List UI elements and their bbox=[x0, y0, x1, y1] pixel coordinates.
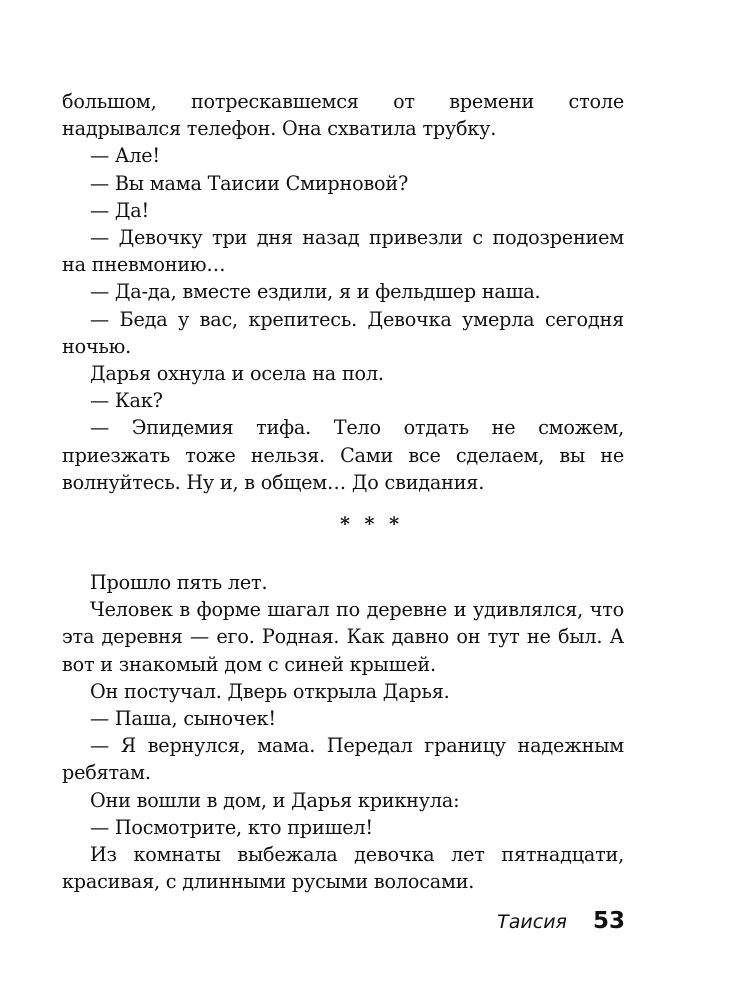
paragraph: — Посмотрите, кто пришел! bbox=[90, 815, 373, 839]
paragraph: Он постучал. Дверь открыла Дарья. bbox=[90, 679, 450, 703]
paragraph: — Как? bbox=[90, 389, 163, 413]
text-section-1 bbox=[62, 88, 624, 496]
paragraph: — Беда у вас, крепитесь. Девочка умерла сегодня ночью. bbox=[62, 307, 624, 358]
paragraph: — Але! bbox=[90, 144, 160, 168]
page-footer bbox=[497, 908, 625, 934]
page-number: 53 bbox=[592, 908, 625, 934]
paragraph: — Да! bbox=[90, 198, 150, 222]
paragraph: — Вы мама Таисии Смирновой? bbox=[90, 171, 409, 195]
section-separator: * * * bbox=[339, 513, 404, 535]
paragraph: большом, потрескавшемся от времени столе надрывался телефон. Она схватила трубку. bbox=[62, 90, 624, 141]
paragraph: — Эпидемия тифа. Тело отдать не сможем, приезжать тоже нельзя. Сами все сделаем, вы не волнуйтесь. Ну и, в общем… До свидания. bbox=[62, 416, 624, 494]
paragraph: Они вошли в дом, и Дарья крикнула: bbox=[90, 788, 460, 812]
paragraph: Человек в форме шагал по деревне и удивлялся, что эта деревня — его. Родная. Как давно он тут не был. А вот и знакомый дом с синей крышей. bbox=[62, 598, 624, 676]
paragraph: — Я вернулся, мама. Передал границу надежным ребятам. bbox=[62, 734, 624, 785]
paragraph: — Девочку три дня назад привезли с подозрением на пневмонию… bbox=[62, 226, 624, 277]
text-section-2 bbox=[62, 569, 624, 895]
paragraph: Из комнаты выбежала девочка лет пятнадцати, красивая, с длинными русыми волосами. bbox=[62, 843, 624, 894]
paragraph: Прошло пять лет. bbox=[90, 571, 268, 594]
running-title: Таисия bbox=[497, 911, 567, 933]
paragraph: Дарья охнула и осела на пол. bbox=[90, 362, 384, 386]
paragraph: — Паша, сыночек! bbox=[90, 707, 276, 731]
paragraph: — Да-да, вместе ездили, я и фельдшер наша. bbox=[90, 280, 541, 304]
